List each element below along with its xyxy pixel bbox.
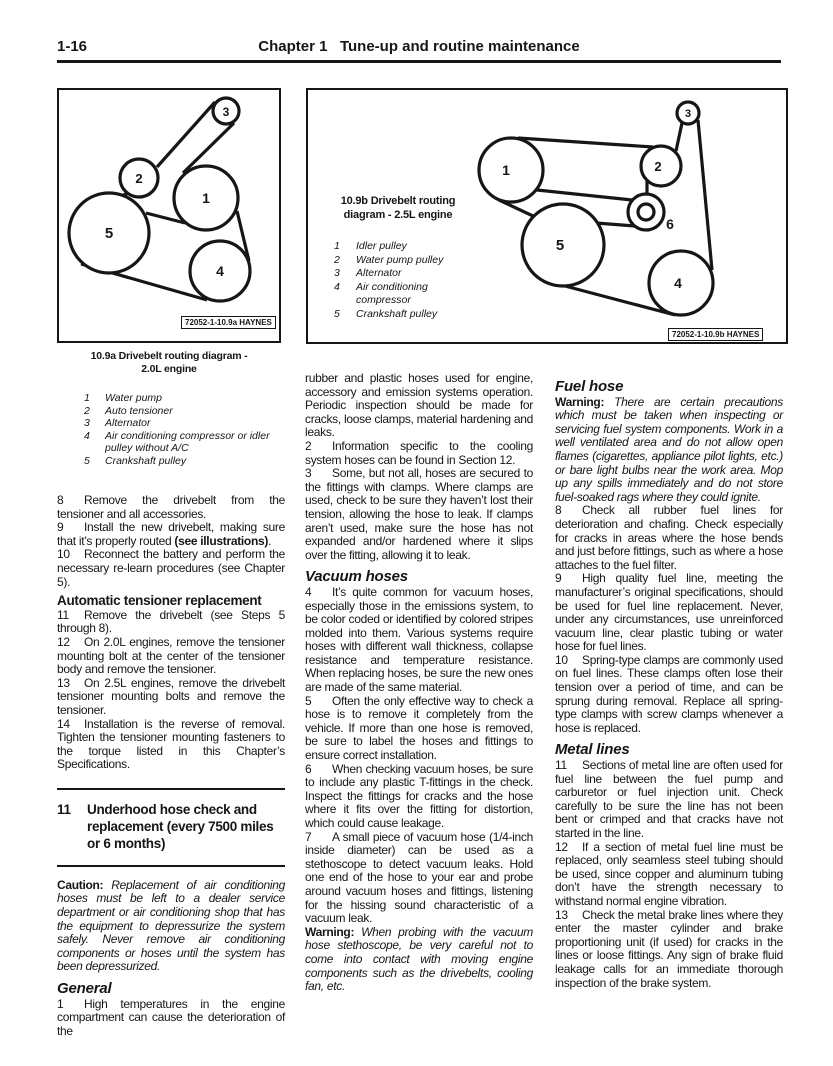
legend-item [334, 308, 478, 322]
text-column-3 [555, 372, 783, 990]
legend-item-label: Idler pulley [356, 240, 407, 252]
belt-run [157, 102, 215, 167]
legend-item-number: 5 [84, 454, 90, 467]
step-number: 13 [57, 675, 70, 690]
text-run: Some, but not all, hoses are secured to the fittings with clamps. Where clamps are used, check to be sure they haven’t lost their tension, allowing the hose to leak. If clamps aren’t used, make sure the hose has not expanded and/or hardened where it slips over the fitting, allowing it to leak. [305, 466, 533, 562]
step-number: 5 [305, 693, 312, 708]
step-number: 12 [555, 839, 568, 854]
text-column-1 [57, 494, 285, 1038]
text-run: rubber and plastic hoses used for engine, accessory and emission systems operation. Periodic inspection should be made for cracks, loose clamps, material hardening and leaks. [305, 371, 533, 440]
legend-item-number: 2 [84, 404, 90, 417]
legend-item-number: 5 [334, 307, 340, 320]
text-run: Spring-type clamps are commonly used on fuel lines. These clamps often lose their tension over a period of time, and can be sprung during removal. Replace all spring-type clamps with screw clamps whenever a hose is replaced. [555, 652, 783, 735]
belt-run [698, 120, 712, 270]
text-run: Warning: [305, 924, 362, 939]
legend-item-number: 1 [334, 240, 340, 252]
pulley-label: 5 [104, 225, 114, 242]
figure-a-caption-line1: 10.9a Drivebelt routing diagram - [90, 350, 248, 362]
legend-item-label: Air conditioning compressor or idler pulley without A/C [105, 429, 270, 454]
text-run: Reconnect the battery and perform the necessary re-learn procedures (see Chapter 5). [57, 547, 285, 589]
pulley-label: 4 [216, 263, 224, 279]
paragraph [305, 440, 533, 467]
belt-run [537, 190, 632, 200]
step-number: 11 [555, 758, 567, 773]
page-number: 1-16 [57, 38, 88, 55]
step-number: 1 [57, 996, 64, 1011]
legend-item-label: Water pump pulley [356, 253, 444, 266]
step-number: 12 [57, 634, 70, 649]
text-run: Remove the drivebelt (see Steps 5 through 8). [57, 607, 285, 636]
legend-item-number: 4 [334, 280, 340, 293]
legend-item-label: Auto tensioner [105, 404, 173, 417]
figure-10-9a [57, 88, 281, 343]
paragraph [555, 654, 783, 736]
paragraph [57, 677, 285, 718]
figure-b-legend [334, 240, 478, 321]
legend-item [334, 281, 478, 308]
legend-item [84, 430, 282, 455]
pulley-label: 3 [684, 108, 692, 120]
text-run: There are certain precautions which must be taken when inspecting or servicing fuel system components. Work in a well ventilated area and do not allow open flames (cigarettes, appliance pilot lights, etc.) or bare light bulbs near the work area. Mop up any spills immediately and do not store fuel-soaked rags where they could ignite. [555, 394, 783, 504]
paragraph [57, 609, 285, 636]
text-run: Install the new drivebelt, making sure that it’s properly routed [57, 520, 285, 548]
figure-a-legend [84, 392, 282, 467]
paragraph [305, 926, 533, 994]
paragraph [305, 467, 533, 562]
legend-item [334, 267, 478, 281]
text-run: Replacement of air conditioning hoses must be left to a dealer service department or air conditioning shop that has the equipment to depressurize the system safely. Never remove air conditioning components or hoses until the system has been depressurized. [57, 877, 285, 974]
text-run: Information specific to the cooling system hoses can be found in Section 12. [305, 438, 533, 467]
paragraph [555, 909, 783, 991]
text-run: . [268, 533, 272, 548]
figure-b-title-line2: diagram - 2.5L engine [343, 209, 453, 221]
paragraph [57, 494, 285, 521]
paragraph [555, 504, 783, 572]
paragraph [57, 998, 285, 1039]
pulley-label: 1 [502, 162, 510, 178]
figure-b-title-line1: 10.9b Drivebelt routing [340, 195, 456, 207]
figure-code-label: 72052-1-10.9a HAYNES [181, 316, 276, 329]
step-number: 14 [57, 716, 70, 731]
text-run: (see illustrations) [174, 533, 269, 548]
text-run: High quality fuel line, meeting the manufacturer’s original specifications, should be used for fuel line replacement. Never, under any circumstances, use unreinforced vacuum line, clear plastic tubing or water hose for fuel lines. [555, 571, 783, 654]
paragraph [555, 759, 783, 841]
legend-item-label: Water pump [105, 392, 162, 404]
text-run: On 2.0L engines, remove the tensioner mounting bolt at the center of the tensioner body and remove the tensioner. [57, 634, 285, 677]
text-run: It’s quite common for vacuum hoses, especially those in the emissions system, to be color coded or identified by colored stripes molded into them. Various systems require hoses with different wall thickness, collapse resistance and temperature resistance. When replacing hoses, be sure the new ones are made of the same material. [305, 584, 533, 695]
paragraph [57, 636, 285, 677]
subsection-heading-italic: General [57, 980, 112, 998]
figure-code-label: 72052-1-10.9b HAYNES [668, 328, 763, 341]
section-title: Underhood hose check and replacement (every 7500 miles or 6 months) [87, 801, 274, 851]
figure-10-9b [306, 88, 788, 344]
text-run: If a section of metal fuel line must be replaced, only seamless steel tubing should be used, since copper and aluminum tubing don’t have the strength necessary to withstand normal engine vibration. [555, 839, 783, 908]
legend-item [334, 254, 478, 268]
text-run: Check the metal brake lines where they enter the master cylinder and brake proportioning unit (if used) for cracks in the lines or loose fittings. Any sign of brake fluid leakage calls for an immediate thorough inspection of the brake system. [555, 907, 783, 990]
paragraph [57, 718, 285, 772]
text-run: Check all rubber fuel lines for deterioration and chafing. Check especially for cracks in areas where the hose bends and just before fittings, such as where a hose attaches to the fuel filter. [555, 503, 783, 572]
pulley-label: 5 [555, 237, 565, 254]
text-run: A small piece of vacuum hose (1/4-inch inside diameter) can be used as a stethoscope to detect vacuum leaks. Hold one end of the hose to your ear and probe around vacuum hoses and fittings, listening for the hissing sound characteristic of a vacuum leak. [305, 829, 533, 926]
legend-item [84, 455, 282, 468]
legend-item [84, 417, 282, 430]
legend-item [334, 240, 478, 254]
drivebelt-diagram-2-0L [59, 90, 279, 341]
legend-item-label: Air conditioning compressor [356, 280, 428, 306]
pulley-label: 4 [674, 275, 682, 291]
pulley-label: 6 [666, 216, 674, 232]
section-number: 11 [57, 801, 71, 817]
header-rule [57, 60, 781, 63]
step-number: 10 [555, 652, 568, 667]
pulley-label: 3 [222, 105, 230, 119]
paragraph [305, 695, 533, 763]
text-run: Caution: [57, 877, 112, 892]
legend-item-number: 2 [334, 253, 340, 266]
pulley-label: 1 [202, 190, 210, 206]
step-number: 8 [57, 493, 64, 507]
text-run: Remove the drivebelt from the tensioner and all accessories. [57, 493, 285, 521]
legend-item-number: 1 [84, 392, 90, 404]
step-number: 2 [305, 438, 312, 453]
text-run: When probing with the vacuum hose stethoscope, be very careful not to come into contact with moving engine components such as the drivebelts, cooling fan, etc. [305, 924, 533, 994]
step-number: 6 [305, 761, 312, 776]
belt-run [596, 223, 635, 226]
paragraph [57, 548, 285, 589]
step-number: 8 [555, 503, 562, 518]
text-run: Often the only effective way to check a hose is to remove it completely from the vehicle. If more than one hose is removed, be sure to label the hoses and fittings to ensure correct installation. [305, 693, 533, 763]
paragraph [555, 841, 783, 909]
figure-a-caption [57, 350, 281, 376]
figure-b-title [316, 194, 480, 222]
subsection-heading-italic: Fuel hose [555, 378, 624, 395]
subsection-heading-italic: Vacuum hoses [305, 568, 408, 586]
belt-run [676, 123, 682, 151]
step-number: 13 [555, 907, 568, 922]
legend-item-number: 4 [84, 429, 90, 442]
paragraph [305, 831, 533, 926]
step-number: 9 [555, 571, 562, 586]
text-run: Sections of metal line are often used for fuel line between the fuel pump and carburetor or fuel injection unit. Check carefully to be sure the line has not been bent or crimped and that cracks have not started in the line. [555, 758, 783, 840]
text-run: On 2.5L engines, remove the drivebelt tensioner mounting bolts and remove the tensioner. [57, 675, 285, 717]
paragraph [555, 396, 783, 505]
text-run: Warning: [555, 394, 615, 409]
text-run: High temperatures in the engine compartment can cause the deterioration of the [57, 996, 285, 1038]
legend-item [84, 405, 282, 418]
paragraph [57, 879, 285, 974]
section-heading [57, 788, 285, 867]
legend-item [84, 392, 282, 405]
pulley-idler [479, 138, 543, 202]
text-run: When checking vacuum hoses, be sure to include any plastic T-fittings in the check. Inspect the fittings for cracks and the hose where it fits over the fitting for distortion, which could cause leakage. [305, 761, 533, 830]
step-number: 9 [57, 520, 64, 535]
legend-item-label: Crankshaft pulley [356, 307, 438, 320]
step-number: 10 [57, 547, 70, 562]
step-number: 7 [305, 829, 312, 844]
paragraph [305, 586, 533, 695]
legend-item-label: Crankshaft pulley [105, 454, 187, 467]
pulley-tensioner-inner [638, 204, 654, 220]
legend-item-label: Alternator [105, 417, 151, 429]
subsection-heading: Automatic tensioner replacement [57, 593, 262, 609]
legend-item-label: Alternator [356, 267, 402, 279]
belt-run [518, 138, 653, 147]
paragraph [305, 372, 533, 440]
pulley-label: 2 [654, 159, 662, 174]
legend-item-number: 3 [84, 417, 90, 429]
step-number: 4 [305, 584, 312, 599]
paragraph [57, 521, 285, 548]
paragraph [555, 572, 783, 654]
subsection-heading-italic: Metal lines [555, 741, 630, 759]
legend-item-number: 3 [334, 267, 340, 279]
text-run: Installation is the reverse of removal. Tighten the tensioner mounting fasteners to the torque listed in this Chapter’s Specifications. [57, 716, 285, 772]
text-column-2 [305, 372, 533, 994]
pulley-label: 2 [135, 171, 143, 186]
figure-a-caption-line2: 2.0L engine [141, 363, 197, 375]
chapter-title: Chapter 1 Tune-up and routine maintenance [258, 38, 580, 55]
step-number: 3 [305, 466, 312, 481]
paragraph [305, 763, 533, 831]
step-number: 11 [57, 607, 69, 622]
